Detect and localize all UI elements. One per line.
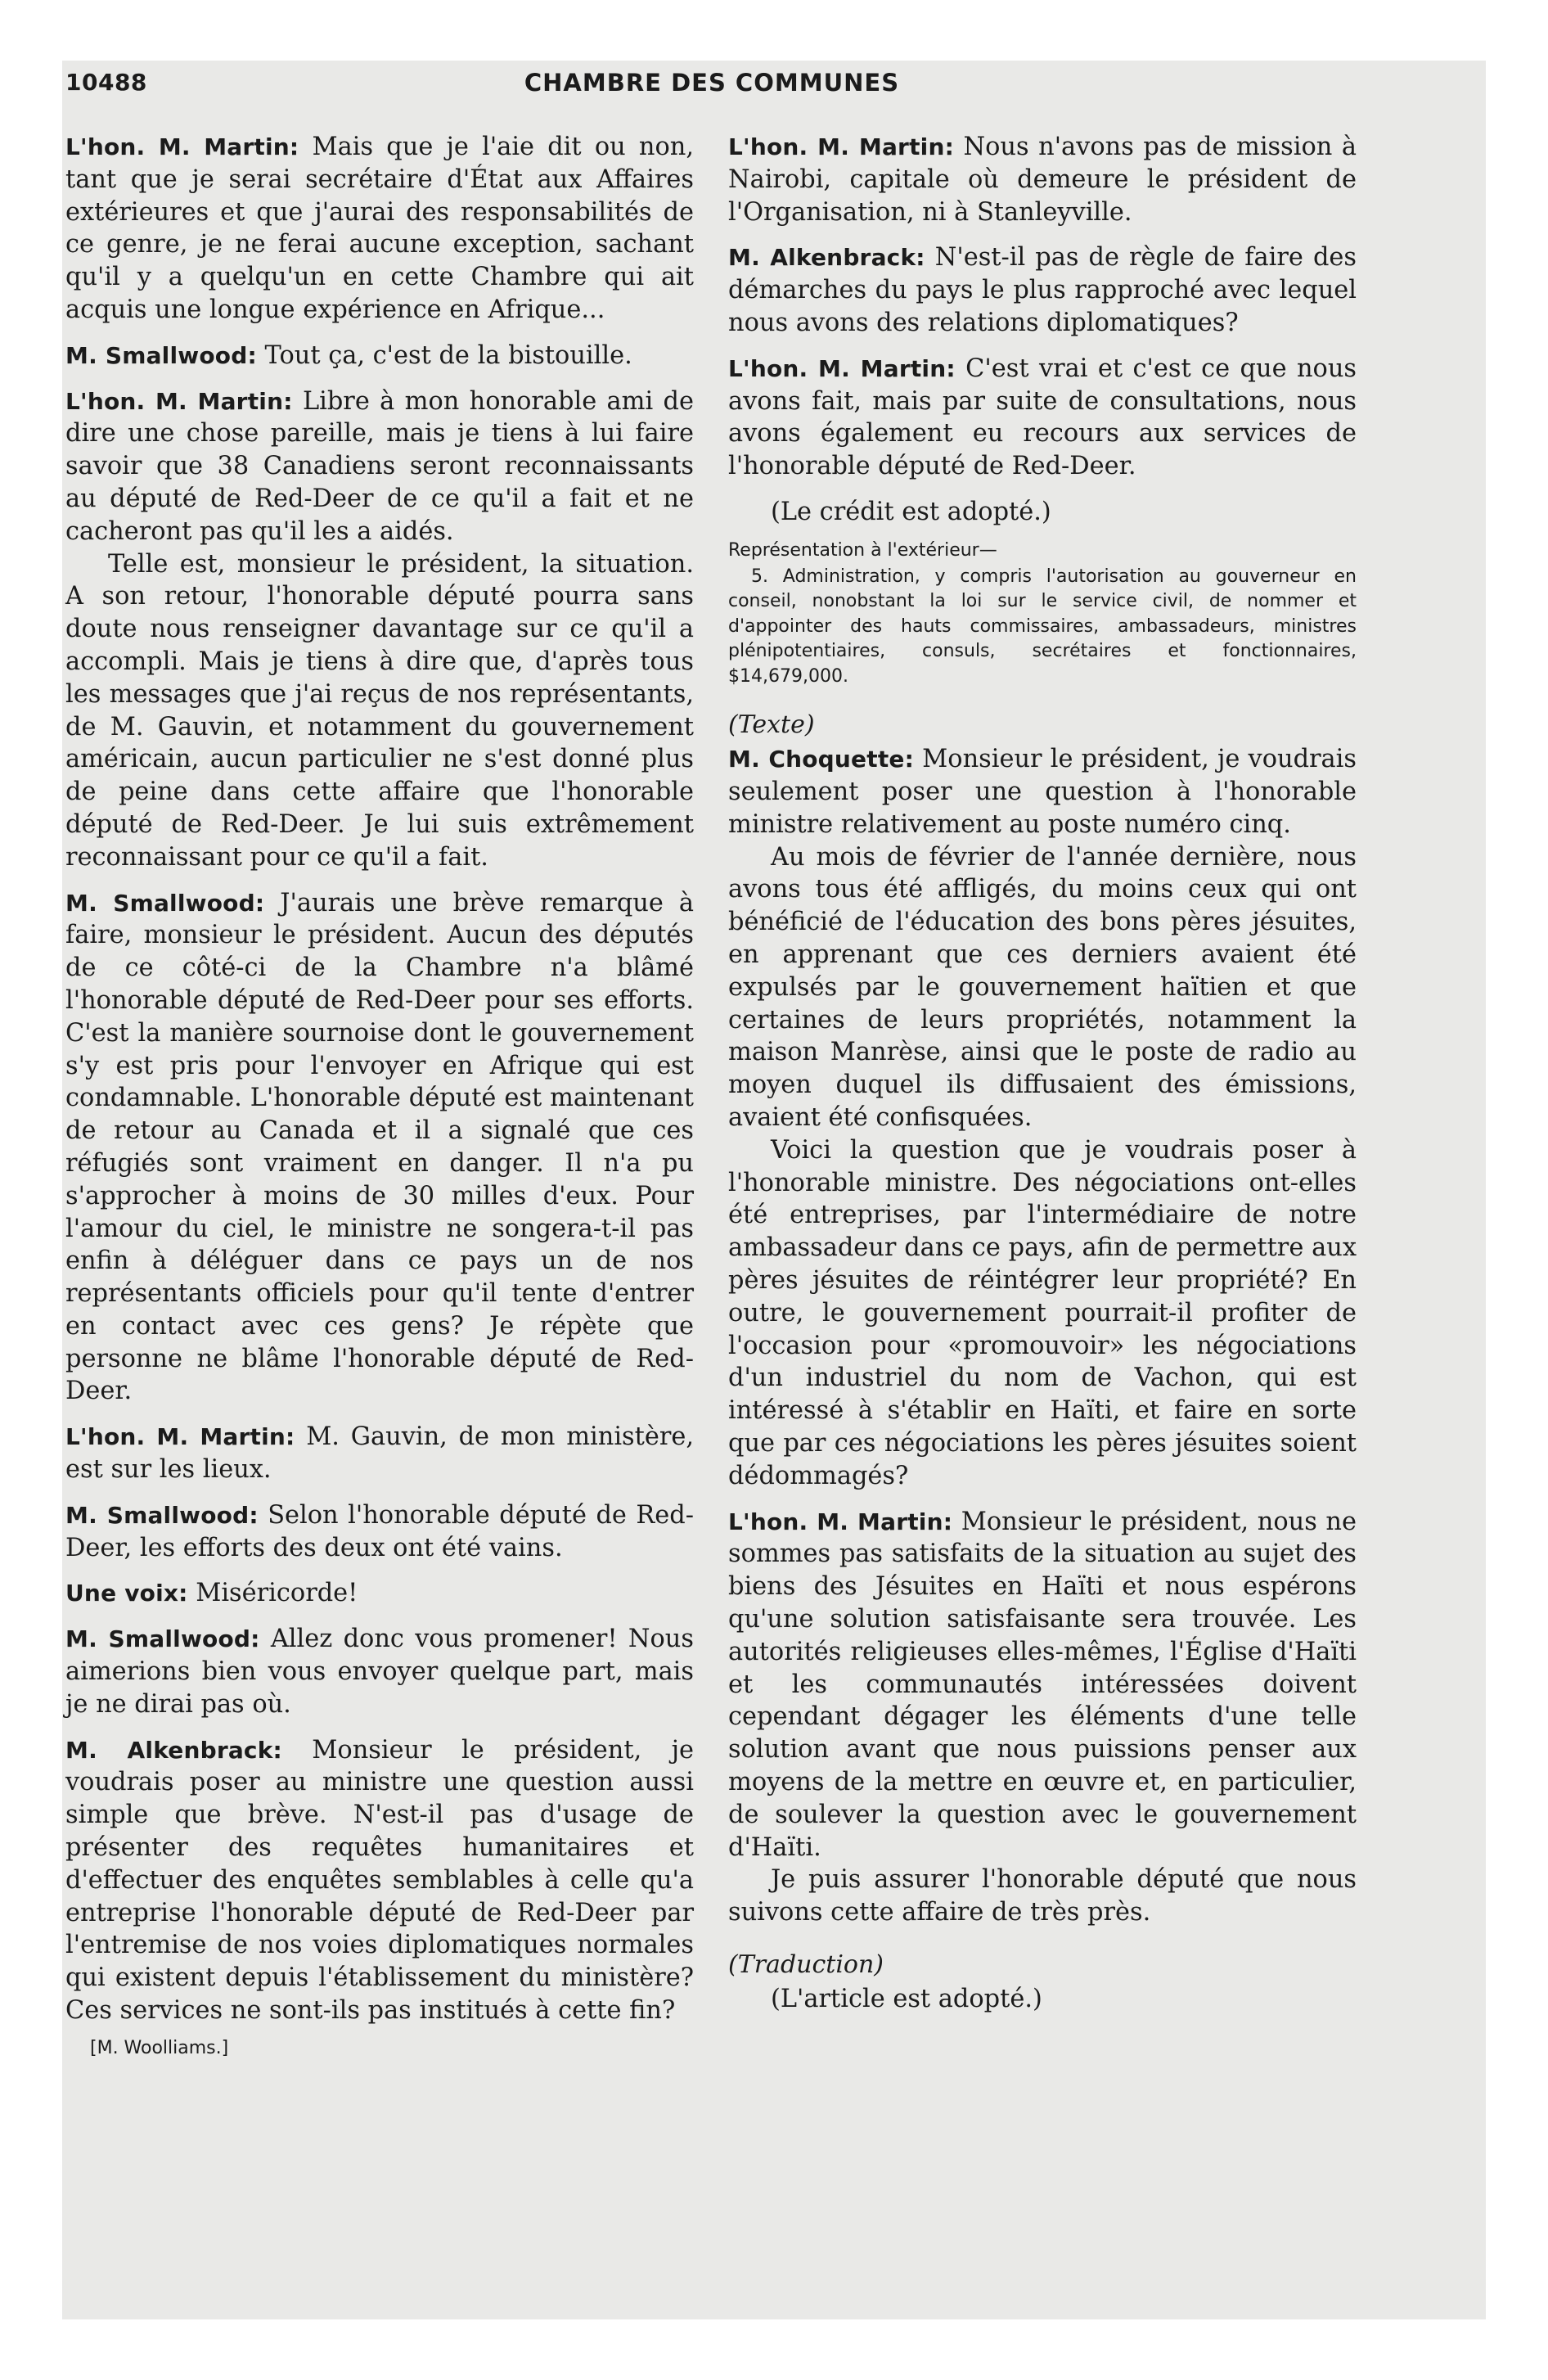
- speaker-name: L'hon. M. Martin:: [65, 133, 299, 160]
- speaker-name: L'hon. M. Martin:: [728, 133, 954, 160]
- paragraph: [65, 1623, 694, 1720]
- paragraph: [728, 841, 1357, 1134]
- speech-text: Allez donc vous promener! Nous aimerions bien vous envoyer quelque part, mais je ne dirai pas où.: [65, 1625, 694, 1719]
- speech-text: Monsieur le président, je voudrais seulement poser une question à l'honorable ministre relativement au poste numéro cinq.: [728, 745, 1357, 839]
- speech-text: Mais que je l'aie dit ou non, tant que je serai secrétaire d'État aux Affaires extérieures et que j'aurai des responsabilités de ce genre, je ne ferai aucune exception, sachant qu'il y a quelqu'un en cette Chambre qui ait acquis une longue expérience en Afrique...: [65, 133, 694, 324]
- speaker-name: M. Alkenbrack:: [728, 244, 925, 272]
- paragraph: [728, 131, 1357, 228]
- paragraph: [65, 131, 694, 327]
- speech-text: C'est vrai et c'est ce que nous avons fait, mais par suite de consultations, nous avons également eu recours aux services de l'honorable député de Red-Deer.: [728, 354, 1357, 481]
- page-header: [65, 69, 1358, 110]
- paragraph: [65, 1734, 694, 2027]
- paragraph: [65, 1499, 694, 1565]
- speaker-name: M. Choquette:: [728, 746, 915, 773]
- paragraph: [65, 548, 694, 874]
- right-column: [728, 131, 1357, 2016]
- speech-text: Telle est, monsieur le président, la situation. A son retour, l'honorable député pourra sans doute nous renseigner davantage sur ce qu'il a accompli. Mais je tiens à dire que, d'après tous les messages que j'ai reçus de nos représentants, de M. Gauvin, et notamment du gouvernement américain, aucun particulier ne s'est donné plus de peine dans cette affaire que l'honorable député de Red-Deer. Je lui suis extrêmement reconnaissant pour ce qu'il a fait.: [65, 549, 694, 872]
- left-column: [65, 131, 694, 2063]
- speaker-name: L'hon. M. Martin:: [65, 387, 293, 415]
- running-title: CHAMBRE DES COMMUNES: [524, 69, 900, 97]
- speech-text: Tout ça, c'est de la bistouille.: [256, 340, 632, 370]
- credit-adopted: (Le crédit est adopté.): [771, 497, 1051, 526]
- vote-heading: Représentation à l'extérieur—: [728, 539, 997, 561]
- speech-text: N'est-il pas de règle de faire des démarches du pays le plus rapproché avec lequel nous avons des relations diplomatiques?: [728, 243, 1357, 337]
- paragraph: [728, 353, 1357, 483]
- speaker-name: M. Smallwood:: [65, 1625, 260, 1653]
- footer-note: [M. Woolliams.]: [90, 2037, 229, 2058]
- speaker-name: L'hon. M. Martin:: [728, 1508, 953, 1535]
- paragraph: [728, 743, 1357, 841]
- paragraph: [728, 241, 1357, 339]
- speaker-name: L'hon. M. Martin:: [65, 1423, 295, 1451]
- speech-text: Nous n'avons pas de mission à Nairobi, capitale où demeure le président de l'Organisation, ni à Stanleyville.: [728, 133, 1357, 227]
- traduction-heading: (Traduction): [728, 1950, 884, 1979]
- speech-text: Miséricorde!: [187, 1579, 358, 1608]
- paragraph: [728, 1506, 1357, 1864]
- paragraph: [728, 1864, 1357, 1929]
- vote-text: 5. Administration, y compris l'autorisation au gouverneur en conseil, nonobstant la loi sur le service civil, de nommer et d'appointer des hauts commissaires, ambassadeurs, ministres plénipotentiaires, consuls, secrétaires et fonctionnaires, $14,679,000.: [728, 566, 1357, 687]
- paragraph: [65, 385, 694, 548]
- page-number: 10488: [65, 69, 147, 96]
- speech-text: M. Gauvin, de mon ministère, est sur les lieux.: [65, 1422, 695, 1485]
- paragraph: [65, 340, 694, 372]
- paragraph: [65, 1421, 694, 1486]
- texte-heading: (Texte): [728, 710, 815, 740]
- paragraph: [65, 887, 694, 1409]
- speaker-name: M. Smallwood:: [65, 889, 265, 917]
- speaker-name: M. Smallwood:: [65, 1501, 259, 1529]
- speaker-name: Une voix:: [65, 1580, 188, 1607]
- speech-text: Je puis assurer l'honorable député que nous suivons cette affaire de très près.: [728, 1865, 1357, 1927]
- article-adopted: (L'article est adopté.): [771, 1984, 1042, 2013]
- speech-text: Monsieur le président, nous ne sommes pas satisfaits de la situation au sujet des biens des Jésuites en Haïti et nous espérons qu'une solution satisfaisante sera trouvée. Les autorités religieuses elles-mêmes, l'Église d'Haïti et les communautés intéressées doivent cependant dégager les éléments d'une telle solution avant que nous puissions penser aux moyens de la mettre en œuvre et, en particulier, de soulever la question avec le gouvernement d'Haïti.: [728, 1507, 1357, 1862]
- speaker-name: L'hon. M. Martin:: [728, 354, 956, 382]
- speech-text: Voici la question que je voudrais poser à l'honorable ministre. Des négociations ont-elles été entreprises, par l'intermédiaire de notre ambassadeur dans ce pays, afin de permettre aux pères jésuites de réintégrer leur propriété? En outre, le gouvernement pourrait-il profiter de l'occasion pour «promouvoir» les négociations d'un industriel du nom de Vachon, qui est intéressé à s'établir en Haïti, et faire en sorte que par ces négociations les pères jésuites soient dédommagés?: [728, 1135, 1357, 1490]
- paragraph: [728, 1134, 1357, 1493]
- speaker-name: M. Alkenbrack:: [65, 1736, 282, 1764]
- speech-text: Libre à mon honorable ami de dire une chose pareille, mais je tiens à lui faire savoir que 38 Canadiens seront reconnaissants au député de Red-Deer de ce qu'il a fait et ne cacheront pas qu'il les a aidés.: [65, 386, 694, 546]
- speech-text: Selon l'honorable député de Red-Deer, les efforts des deux ont été vains.: [65, 1500, 694, 1562]
- speech-text: Monsieur le président, je voudrais poser au ministre une question aussi simple que brève. N'est-il pas d'usage de présenter des requêtes humanitaires et d'effectuer des enquêtes semblables à celle qu'a entreprise l'honorable député de Red-Deer par l'entremise de nos voies diplomatiques normales qui existent depuis l'établissement du ministère? Ces services ne sont-ils pas institués à cette fin?: [65, 1735, 694, 2026]
- speech-text: J'aurais une brève remarque à faire, monsieur le président. Aucun des députés de ce côté-ci de la Chambre n'a blâmé l'honorable député de Red-Deer pour ses efforts. C'est la manière sournoise dont le gouvernement s'y est pris pour l'envoyer en Afrique qui est condamnable. L'honorable député est maintenant de retour au Canada et il a signalé que ces réfugiés sont vraiment en danger. Il n'a pu s'approcher à moins de 30 milles d'eux. Pour l'amour du ciel, le ministre ne songera-t-il pas enfin à déléguer dans ce pays un de nos représentants officiels pour qu'il tente d'entrer en contact avec ces gens? Je répète que personne ne blâme l'honorable député de Red-Deer.: [65, 888, 694, 1406]
- paragraph: [65, 1577, 694, 1610]
- speaker-name: M. Smallwood:: [65, 341, 257, 369]
- speech-text: Au mois de février de l'année dernière, nous avons tous été affligés, du moins ceux qui ont bénéficié de l'éducation des bons pères jésuites, en apprenant que ces derniers avaient été expulsés par le gouvernement haïtien et que certaines de leurs propriétés, notamment la maison Manrèse, ainsi que le poste de radio au moyen duquel ils diffusaient des émissions, avaient été confisquées.: [728, 842, 1357, 1133]
